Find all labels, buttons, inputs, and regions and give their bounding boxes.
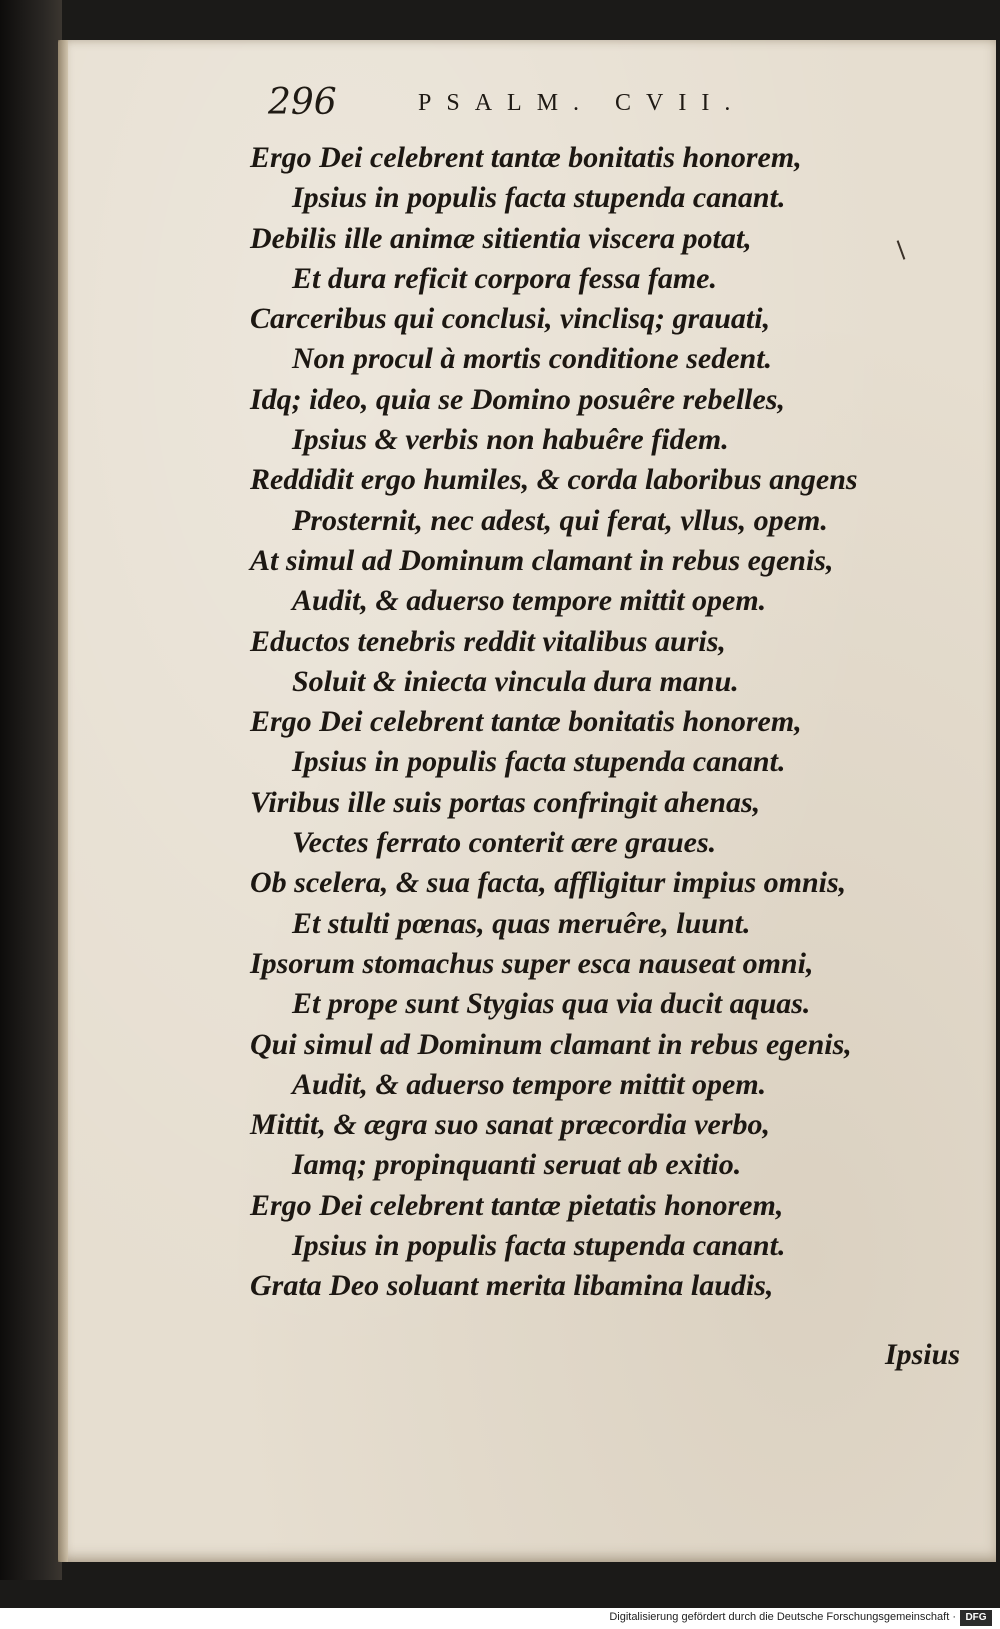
scan-background	[0, 0, 62, 1580]
verse-line: Ob scelera, & sua facta, affligitur impius omnis,	[250, 866, 847, 900]
verse-line: Iamq; propinquanti seruat ab exitio.	[292, 1148, 742, 1182]
dfg-logo: DFG	[960, 1610, 992, 1626]
verse-line: Grata Deo soluant merita libamina laudis,	[250, 1269, 774, 1303]
verse-line: Reddidit ergo humiles, & corda laboribus angens	[250, 463, 858, 497]
verse-line: Idq; ideo, quia se Domino posuêre rebelles,	[250, 382, 785, 416]
verse-line: Et dura reficit corpora fessa fame.	[292, 261, 717, 295]
poem-text	[250, 138, 950, 1307]
verse-line: Debilis ille animæ sitientia viscera potat,	[250, 221, 752, 255]
verse-line: Ergo Dei celebrent tantæ bonitatis honorem,	[250, 705, 802, 739]
verse-line: Audit, & aduerso tempore mittit opem.	[292, 584, 767, 618]
verse-line: Ergo Dei celebrent tantæ bonitatis honorem,	[250, 141, 802, 174]
verse-line: Carceribus qui conclusi, vinclisq; grauati,	[250, 302, 771, 336]
verse-line: Et stulti pœnas, quas meruêre, luunt.	[292, 906, 751, 940]
verse-line: Ipsius in populis facta stupenda canant.	[292, 181, 786, 215]
verse-line: Ipsius & verbis non habuêre fidem.	[292, 423, 729, 457]
page-number: 296	[268, 82, 337, 123]
verse-line: Prosternit, nec adest, qui ferat, vllus, opem.	[292, 503, 828, 537]
verse-line: Ergo Dei celebrent tantæ pietatis honorem,	[250, 1188, 784, 1222]
verse-line: Ipsius in populis facta stupenda canant.	[292, 745, 786, 779]
verse-line: Qui simul ad Dominum clamant in rebus egenis,	[250, 1027, 852, 1061]
verse-line: Audit, & aduerso tempore mittit opem.	[292, 1067, 767, 1101]
verse-line: At simul ad Dominum clamant in rebus egenis,	[250, 543, 834, 577]
verse-line: Vectes ferrato conterit ære graues.	[292, 826, 717, 860]
verse-line: Et prope sunt Stygias qua via ducit aquas.	[292, 987, 811, 1021]
running-head: PSALM. CVII.	[418, 90, 746, 116]
verse-line: Eductos tenebris reddit vitalibus auris,	[250, 624, 726, 658]
page-header	[268, 82, 828, 132]
verse-line: Ipsius in populis facta stupenda canant.	[292, 1229, 786, 1263]
catchword: Ipsius	[884, 1338, 960, 1371]
verse-line: Non procul à mortis conditione sedent.	[292, 342, 773, 376]
footer-credit: Digitalisierung gefördert durch die Deutsche Forschungsgemeinschaft ·	[609, 1611, 956, 1623]
verse-line: Ipsorum stomachus super esca nauseat omni,	[250, 946, 814, 980]
digitization-footer	[0, 1608, 1000, 1629]
verse-line: Viribus ille suis portas confringit ahenas,	[250, 785, 761, 819]
page-edge	[58, 40, 68, 1562]
verse-line: Mittit, & ægra suo sanat præcordia verbo,	[250, 1108, 771, 1142]
verse-line: Soluit & iniecta vincula dura manu.	[292, 664, 739, 698]
